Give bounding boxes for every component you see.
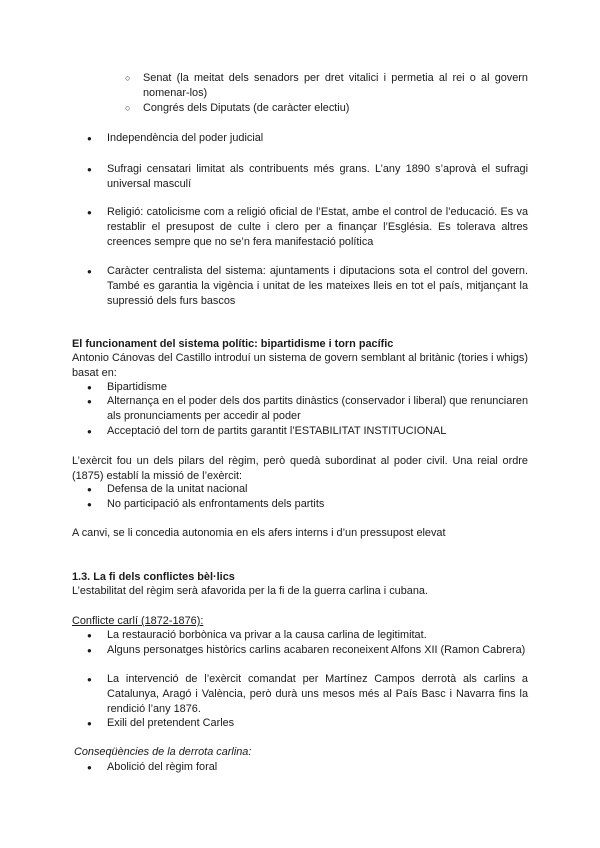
subheading: Conseqüències de la derrota carlina:: [74, 746, 252, 758]
list-item: ● Exili del pretendent Carles: [107, 716, 528, 731]
list-item: ● Caràcter centralista del sistema: ajuntaments i diputacions sota el control del govern. També es garantia la vigència i unitat de les mateixes lleis en tot el país, mitjançant la supressió dels furs bascos: [107, 264, 528, 309]
list-item: ● Abolició del règim foral: [107, 760, 528, 775]
paragraph: A canvi, se li concedia autonomia en els afers interns i d’un pressupost elevat: [72, 527, 446, 539]
list-item: ● Bipartidisme: [107, 380, 528, 395]
list-item: ● Defensa de la unitat nacional: [107, 482, 528, 497]
list-item: ● Sufragi censatari limitat als contribuents més grans. L’any 1890 s’aprovà el sufragi universal masculí: [107, 162, 528, 192]
list-item: ● La intervenció de l’exèrcit comandat per Martínez Campos derrotà als carlins a Catalunya, Aragó i València, però durà uns mesos més al País Basc i Navarra fins la rendició l’any 1876.: [107, 672, 528, 717]
list-item: ● No participació als enfrontaments dels partits: [107, 497, 528, 512]
sub-list-item: ○ Congrés dels Diputats (de caràcter electiu): [143, 101, 528, 116]
section-heading: El funcionament del sistema polític: bipartidisme i torn pacífic: [72, 338, 394, 350]
list-item: ● Alguns personatges històrics carlins acabaren reconeixent Alfons XII (Ramon Cabrera): [107, 643, 528, 658]
subheading: Conflicte carlí (1872-1876):: [72, 615, 204, 627]
list-item: ● Acceptació del torn de partits garantit l’ESTABILITAT INSTITUCIONAL: [107, 424, 528, 439]
sub-list-item: ○ Senat (la meitat dels senadors per dret vitalici i permetia al rei o al govern nomenar-los): [143, 71, 528, 101]
list-item: ● Independència del poder judicial: [107, 131, 528, 146]
list-item: ● La restauració borbònica va privar a la causa carlina de legitimitat.: [107, 628, 528, 643]
list-item: ● Religió: catolicisme com a religió oficial de l’Estat, ambe el control de l’educació. Es va restablir el presupost de culte i clero per a finançar l’Església. Es tolerava altres creences sempre que no se’n fera manifestació política: [107, 205, 528, 250]
list-item: ● Alternança en el poder dels dos partits dinàstics (conservador i liberal) que renunciaren als pronunciaments per accedir al poder: [107, 394, 528, 424]
paragraph: L’exèrcit fou un dels pilars del règim, però quedà subordinat al poder civil. Una reial ordre (1875) establí la missió de l’exèrcit:: [72, 455, 528, 482]
section-heading: 1.3. La fi dels conflictes bèl·lics: [72, 571, 235, 583]
paragraph: L’estabilitat del règim serà afavorida per la fi de la guerra carlina i cubana.: [72, 585, 428, 597]
paragraph: Antonio Cánovas del Castillo introduí un sistema de govern semblant al britànic (tories i whigs) basat en:: [72, 352, 528, 379]
